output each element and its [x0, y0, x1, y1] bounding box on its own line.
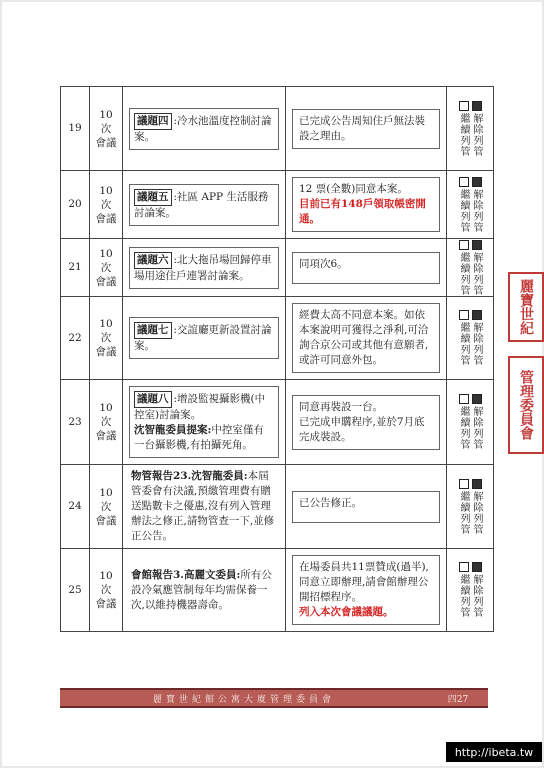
status-label: 繼續列管: [458, 112, 469, 157]
session-label: 會議: [95, 514, 117, 527]
watermark: http://ibeta.tw: [446, 742, 542, 762]
session-cell: [90, 171, 123, 239]
result-text: 同項次6。: [299, 257, 348, 270]
footer-title: 麗寶世紀館公寓大廈管理委員會: [152, 694, 335, 705]
topic-proposal-text: 中控室僅有一台攝影機,有拍攝死角。: [134, 424, 264, 451]
session-cell: [90, 380, 123, 465]
session-num: 10: [99, 247, 113, 260]
result-text: 已完成公告周知住戶無法裝設之理由。: [299, 114, 425, 142]
topic-cell: [123, 380, 286, 465]
table-row: [61, 171, 494, 239]
result-text: 已公告修正。: [299, 496, 362, 509]
status-label: 繼續列管: [458, 574, 469, 618]
topic-tag: 議題四: [134, 113, 172, 130]
item-number: 22: [61, 297, 90, 380]
result-text: 同意再裝設一台。: [299, 400, 383, 413]
status-label: 繼續列管: [458, 251, 469, 296]
result-text: 在場委員共11票贊成(過半),同意立即辦理,請會館辦理公開招標程序。: [299, 561, 429, 603]
session-unit: 次: [100, 261, 112, 274]
red-seal-stamp-top: 麗寶世紀: [508, 272, 544, 342]
session-num: 10: [99, 402, 113, 414]
session-label: 會議: [95, 212, 117, 225]
session-label: 會議: [95, 598, 117, 610]
session-num: 10: [99, 184, 113, 197]
result-cell: [286, 297, 447, 380]
status-release: [471, 177, 482, 233]
topic-cell: [123, 171, 286, 239]
session-cell: [90, 297, 123, 380]
status-cell: [447, 549, 494, 632]
session-num: 10: [99, 570, 113, 582]
result-text: 12 票(全數)同意本案。: [299, 183, 408, 195]
empty-checkbox-icon[interactable]: [459, 310, 469, 320]
status-continue: [458, 394, 469, 450]
footer-band: [60, 688, 488, 708]
status-cell: [447, 297, 494, 380]
status-cell: [447, 465, 494, 549]
status-release: [471, 240, 482, 296]
item-number: 21: [61, 239, 90, 297]
item-number: 24: [61, 465, 90, 549]
status-label: 繼續列管: [458, 490, 469, 535]
status-label: 繼續列管: [458, 188, 469, 233]
status-label: 解除列管: [471, 251, 482, 296]
status-label: 解除列管: [471, 574, 482, 618]
status-release: [471, 101, 482, 157]
checked-box-icon[interactable]: [472, 394, 482, 404]
status-label: 解除列管: [471, 188, 482, 233]
status-continue: [458, 101, 469, 157]
topic-text: 本屆管委會有決議,預繳管理費有贈送點數卡之優惠,沒有列入管理辦法之修正,請物管查一下,並修正公告。: [131, 470, 275, 542]
topic-text: :交誼廳更新設置討論案。: [134, 324, 272, 352]
status-label: 繼續列管: [458, 322, 469, 366]
checked-box-icon[interactable]: [472, 562, 482, 572]
status-release: [471, 394, 482, 450]
status-continue: [458, 479, 469, 535]
session-unit: 次: [100, 416, 112, 428]
topic-cell: [123, 549, 286, 632]
result-text: 已完成申購程序,並於7月底完成裝設。: [299, 415, 425, 443]
session-num: 10: [99, 486, 113, 499]
topic-tag: 議題六: [134, 252, 172, 269]
session-unit: 次: [100, 198, 112, 211]
session-num: 10: [99, 108, 113, 121]
result-text: 經費太高不同意本案。如依本案說明可獲得之淨利,可洽詢合京公司或其他有意願者,或許可同意外包。: [299, 309, 429, 366]
result-cell: [286, 380, 447, 465]
topic-tag: 議題七: [134, 322, 172, 339]
result-highlight: 列入本次會議議題。: [299, 606, 394, 618]
session-cell: [90, 87, 123, 171]
session-unit: 次: [100, 122, 112, 135]
session-cell: [90, 465, 123, 549]
result-cell: [286, 239, 447, 297]
topic-cell: [123, 297, 286, 380]
page-number: 四27: [447, 694, 469, 705]
session-unit: 次: [100, 332, 112, 344]
status-continue: [458, 562, 469, 618]
session-cell: [90, 239, 123, 297]
status-label: 解除列管: [471, 322, 482, 366]
status-release: [471, 310, 482, 366]
status-continue: [458, 177, 469, 233]
checked-box-icon[interactable]: [472, 101, 482, 111]
session-num: 10: [99, 318, 113, 330]
session-cell: [90, 549, 123, 632]
status-label: 解除列管: [471, 112, 482, 157]
item-number: 23: [61, 380, 90, 465]
item-number: 19: [61, 87, 90, 171]
topic-text: :增設監視攝影機(中控室)討論案。: [134, 393, 266, 421]
topic-tag: 議題五: [134, 189, 172, 206]
session-label: 會議: [95, 275, 117, 288]
result-cell: [286, 87, 447, 171]
status-cell: [447, 87, 494, 171]
table-row: [61, 297, 494, 380]
table-row: [61, 239, 494, 297]
status-continue: [458, 240, 469, 296]
status-continue: [458, 310, 469, 366]
topic-cell: [123, 465, 286, 549]
result-cell: [286, 171, 447, 239]
topic-text: 所有公設冷氣應管制每年均需保養一次,以維持機器壽命。: [131, 568, 272, 611]
topic-text: :北大拖吊場回歸停車場用途住戶連署討論案。: [134, 253, 272, 282]
result-highlight: 目前已有148戶領取帳密開通。: [299, 198, 426, 225]
status-cell: [447, 171, 494, 239]
topic-text: :社區 APP 生活服務討論案。: [134, 190, 269, 219]
session-label: 會議: [95, 430, 117, 442]
session-label: 會議: [95, 136, 117, 149]
status-label: 繼續列管: [458, 406, 469, 450]
topic-proposer: 沈智龍委員提案:: [134, 424, 212, 436]
status-label: 解除列管: [471, 490, 482, 535]
item-number: 25: [61, 549, 90, 632]
checked-box-icon[interactable]: [472, 240, 482, 250]
checked-box-icon[interactable]: [472, 310, 482, 320]
empty-checkbox-icon[interactable]: [459, 562, 469, 572]
empty-checkbox-icon[interactable]: [459, 394, 469, 404]
status-release: [471, 562, 482, 618]
table-row: [61, 549, 494, 632]
topic-reporter: 會館報告3.高麗文委員:: [131, 568, 241, 581]
minutes-table: [60, 86, 494, 632]
empty-checkbox-icon[interactable]: [459, 177, 469, 187]
status-cell: [447, 239, 494, 297]
empty-checkbox-icon[interactable]: [459, 101, 469, 111]
topic-reporter: 物管報告23.沈智龍委員:: [131, 470, 248, 482]
topic-text: :冷水池溫度控制討論案。: [134, 114, 272, 143]
status-release: [471, 479, 482, 535]
session-unit: 次: [100, 584, 112, 596]
session-unit: 次: [100, 500, 112, 513]
topic-cell: [123, 239, 286, 297]
topic-cell: [123, 87, 286, 171]
table-row: [61, 380, 494, 465]
checked-box-icon[interactable]: [472, 479, 482, 489]
red-seal-stamp-bottom: 管理委員會: [508, 356, 544, 454]
result-cell: [286, 465, 447, 549]
status-label: 解除列管: [471, 406, 482, 450]
topic-tag: 議題八: [134, 391, 172, 408]
table-row: [61, 87, 494, 171]
item-number: 20: [61, 171, 90, 239]
empty-checkbox-icon[interactable]: [459, 240, 469, 250]
session-label: 會議: [95, 346, 117, 358]
status-cell: [447, 380, 494, 465]
empty-checkbox-icon[interactable]: [459, 479, 469, 489]
result-cell: [286, 549, 447, 632]
table-row: [61, 465, 494, 549]
checked-box-icon[interactable]: [472, 177, 482, 187]
